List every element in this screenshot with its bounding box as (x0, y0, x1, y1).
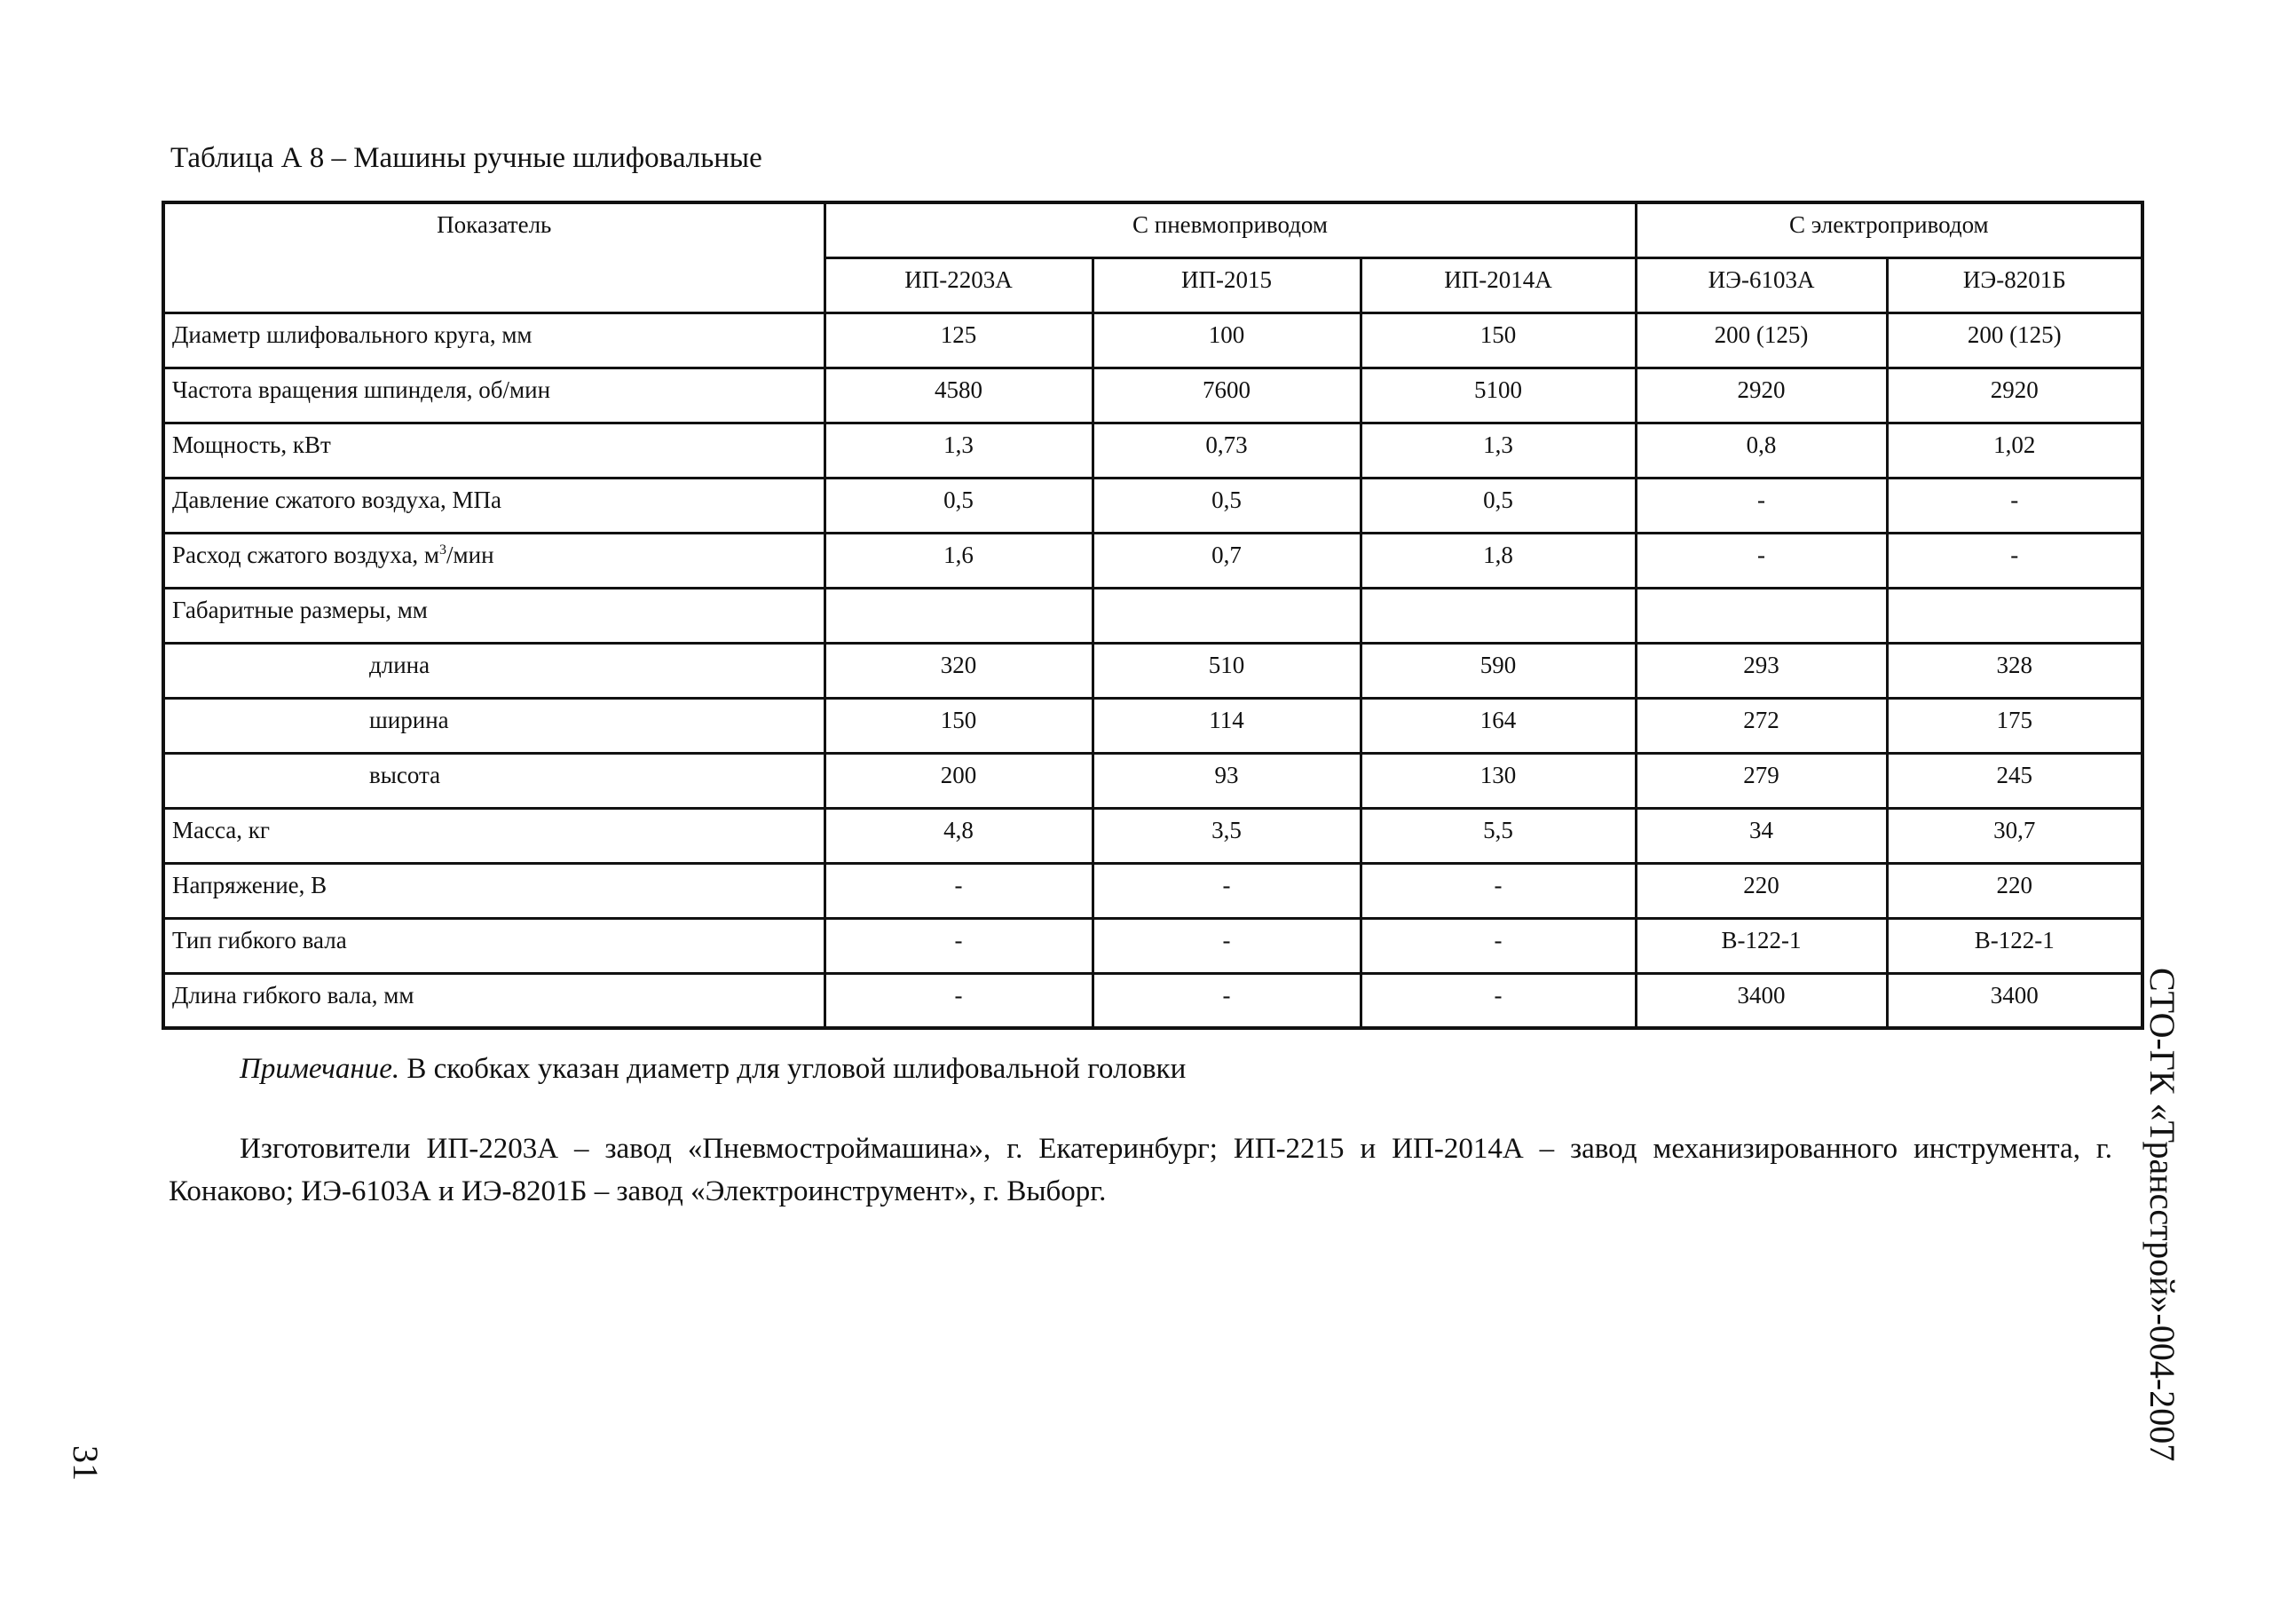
table-body (163, 312, 2142, 1028)
row-label (163, 533, 825, 588)
table-cell: 590 (1361, 643, 1636, 698)
group-header-electric: С электроприводом (1636, 202, 2142, 257)
row-label-superscript: 3 (439, 542, 447, 558)
table-cell: 0,7 (1093, 533, 1361, 588)
row-label (163, 478, 825, 533)
table-row (163, 973, 2142, 1028)
table-cell: 1,8 (1361, 533, 1636, 588)
table-cell: - (825, 973, 1093, 1028)
table-cell: 2920 (1636, 368, 1887, 423)
table-cell: 1,3 (1361, 423, 1636, 478)
row-label-text: ширина (369, 706, 449, 733)
table-cell: 0,5 (1093, 478, 1361, 533)
table-cell (1887, 588, 2142, 643)
table-cell: 200 (125) (1887, 312, 2142, 368)
table-cell: - (1636, 478, 1887, 533)
table-cell (1636, 588, 1887, 643)
table-row (163, 808, 2142, 863)
table-cell: 114 (1093, 698, 1361, 753)
table-cell (825, 588, 1093, 643)
table-cell: - (825, 863, 1093, 918)
table-cell: 125 (825, 312, 1093, 368)
row-label-text: Габаритные размеры, мм (172, 596, 428, 623)
group-header-row (163, 202, 2142, 257)
table-cell: - (1093, 973, 1361, 1028)
table-cell: В-122-1 (1887, 918, 2142, 973)
table-row (163, 753, 2142, 808)
table-cell: - (1361, 918, 1636, 973)
table-cell: 279 (1636, 753, 1887, 808)
row-label (163, 588, 825, 643)
note-text: В скобках указан диаметр для угловой шлифовальной головки (399, 1053, 1187, 1085)
table-cell: 175 (1887, 698, 2142, 753)
table-cell: 328 (1887, 643, 2142, 698)
table-cell: 0,5 (1361, 478, 1636, 533)
table-cell: 220 (1887, 863, 2142, 918)
page-number: 31 (66, 1445, 106, 1481)
table-cell (1361, 588, 1636, 643)
row-label-tail: /мин (446, 541, 494, 568)
table-cell: 4580 (825, 368, 1093, 423)
table-cell: 0,8 (1636, 423, 1887, 478)
table-cell: 0,5 (825, 478, 1093, 533)
table-cell: 0,73 (1093, 423, 1361, 478)
row-label-text: Расход сжатого воздуха, м (172, 541, 440, 568)
table-cell: 3400 (1887, 973, 2142, 1028)
model-header: ИП-2015 (1093, 257, 1361, 312)
document-code: СТО-ГК «Трансстрой»-004-2007 (2142, 968, 2182, 1462)
row-label (163, 753, 825, 808)
table-caption: Таблица А 8 – Машины ручные шлифовальные (170, 142, 762, 174)
table-row (163, 643, 2142, 698)
row-label-text: Длина гибкого вала, мм (172, 981, 414, 1009)
table-row (163, 918, 2142, 973)
manufacturers-paragraph: Изготовители ИП-2203А – завод «Пневмостроймашина», г. Екатеринбург; ИП-2215 и ИП-2014А – завод механизированного инструмента, г. Конаково; ИЭ-6103А и ИЭ-8201Б – завод «Электроинструмент», г. Выборг. (169, 1133, 2112, 1207)
model-header: ИЭ-8201Б (1887, 257, 2142, 312)
table-cell: 200 (125) (1636, 312, 1887, 368)
table-row (163, 863, 2142, 918)
table-cell: 5,5 (1361, 808, 1636, 863)
row-label (163, 423, 825, 478)
table-cell: 4,8 (825, 808, 1093, 863)
table-row (163, 423, 2142, 478)
model-header: ИП-2014А (1361, 257, 1636, 312)
row-label-text: Давление сжатого воздуха, МПа (172, 486, 501, 513)
table-cell: 150 (825, 698, 1093, 753)
table-cell: 100 (1093, 312, 1361, 368)
table-cell: - (825, 918, 1093, 973)
table-cell: 34 (1636, 808, 1887, 863)
table-cell: 220 (1636, 863, 1887, 918)
table-cell: 164 (1361, 698, 1636, 753)
table-row (163, 368, 2142, 423)
row-label-text: Масса, кг (172, 816, 270, 843)
row-label-text: Напряжение, В (172, 871, 327, 898)
table-cell: 200 (825, 753, 1093, 808)
row-label (163, 698, 825, 753)
row-label-text: высота (369, 761, 441, 788)
row-label-text: Тип гибкого вала (172, 926, 347, 953)
table-cell: 3400 (1636, 973, 1887, 1028)
param-header: Показатель (163, 202, 825, 312)
model-header: ИЭ-6103А (1636, 257, 1887, 312)
spec-table (162, 201, 2144, 1030)
row-label (163, 312, 825, 368)
table-cell: - (1361, 863, 1636, 918)
table-cell: 1,02 (1887, 423, 2142, 478)
model-header: ИП-2203А (825, 257, 1093, 312)
table-cell: - (1887, 478, 2142, 533)
group-header-pneumatic: С пневмоприводом (825, 202, 1636, 257)
table-cell: 7600 (1093, 368, 1361, 423)
table-cell: - (1093, 863, 1361, 918)
table-row (163, 588, 2142, 643)
table-cell: 150 (1361, 312, 1636, 368)
table-cell: 510 (1093, 643, 1361, 698)
table-cell: 93 (1093, 753, 1361, 808)
table-cell: 30,7 (1887, 808, 2142, 863)
row-label-text: длина (369, 651, 430, 678)
row-label-text: Мощность, кВт (172, 431, 331, 458)
table-cell: 245 (1887, 753, 2142, 808)
row-label (163, 368, 825, 423)
row-label-text: Частота вращения шпинделя, об/мин (172, 376, 551, 403)
table-cell: 293 (1636, 643, 1887, 698)
table-cell: 320 (825, 643, 1093, 698)
table-note (240, 1053, 1186, 1086)
row-label (163, 808, 825, 863)
table-row (163, 478, 2142, 533)
row-label-text: Диаметр шлифовального круга, мм (172, 320, 533, 348)
table-cell: 1,3 (825, 423, 1093, 478)
row-label (163, 863, 825, 918)
table-row (163, 312, 2142, 368)
table-cell: 272 (1636, 698, 1887, 753)
row-label (163, 918, 825, 973)
table-cell: 2920 (1887, 368, 2142, 423)
table-cell: 3,5 (1093, 808, 1361, 863)
table-cell: - (1636, 533, 1887, 588)
table-cell: 5100 (1361, 368, 1636, 423)
row-label (163, 643, 825, 698)
row-label (163, 973, 825, 1028)
table-cell: - (1887, 533, 2142, 588)
table-row (163, 533, 2142, 588)
table-cell: 1,6 (825, 533, 1093, 588)
table-row (163, 698, 2142, 753)
table-cell: - (1093, 918, 1361, 973)
table-cell: - (1361, 973, 1636, 1028)
table-cell: 130 (1361, 753, 1636, 808)
note-label: Примечание. (240, 1053, 400, 1085)
table-cell (1093, 588, 1361, 643)
table-cell: В-122-1 (1636, 918, 1887, 973)
